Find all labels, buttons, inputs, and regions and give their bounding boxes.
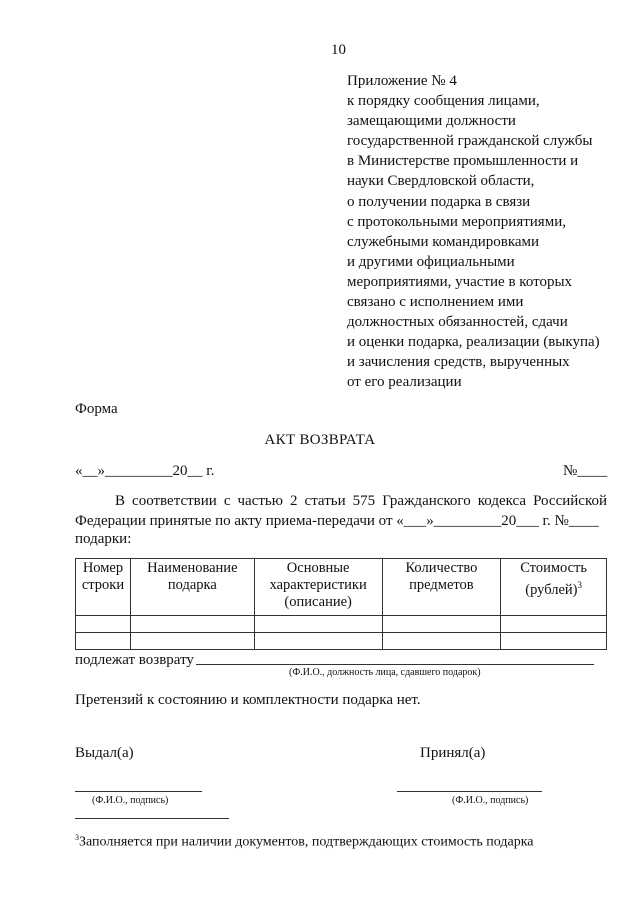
appendix-block xyxy=(347,71,617,393)
appendix-line: к порядку сообщения лицами, xyxy=(347,93,540,110)
appendix-line: замещающими должности xyxy=(347,113,516,130)
appendix-lines xyxy=(347,91,617,392)
table-row xyxy=(76,633,607,650)
appendix-line: и зачисления средств, вырученных xyxy=(347,354,570,371)
paragraph-line-3: подарки: xyxy=(75,531,132,547)
page-number: 10 xyxy=(331,42,346,58)
header-line: Основные xyxy=(286,560,350,576)
paragraph-line-1: В соответствии с частью 2 статьи 575 Гражданского кодекса Российской xyxy=(115,493,607,509)
return-label: подлежат возврату xyxy=(75,652,194,668)
header-line: (рублей) xyxy=(525,581,578,598)
header-line: подарка xyxy=(167,577,217,593)
appendix-line: науки Свердловской области, xyxy=(347,173,535,190)
gifts-table xyxy=(75,558,607,650)
header-line: Количество xyxy=(405,560,478,576)
header-gift-name xyxy=(130,559,254,616)
appendix-line: мероприятиями, участие в которых xyxy=(347,273,573,290)
issued-caption: (Ф.И.О., подпись) xyxy=(92,795,169,806)
paragraph-line-2: Федерации принятые по акту приема-передачи от «___»_________20___ г. №____ xyxy=(75,513,599,529)
return-signature-line[interactable] xyxy=(196,664,594,665)
date-line: «__»_________20__ г. xyxy=(75,463,215,479)
appendix-line: государственной гражданской службы xyxy=(347,133,593,150)
header-line: Наименование xyxy=(147,560,238,576)
header-line: характеристики xyxy=(269,577,367,593)
table-header-row xyxy=(76,559,607,616)
appendix-line: с протокольными мероприятиями, xyxy=(347,213,566,230)
header-line: (описание) xyxy=(284,594,352,610)
accepted-caption: (Ф.И.О., подпись) xyxy=(452,795,529,806)
issued-label: Выдал(а) xyxy=(75,745,134,761)
header-line: предметов xyxy=(409,577,474,593)
header-cost xyxy=(501,559,607,616)
header-line: Номер xyxy=(82,560,124,576)
form-label: Форма xyxy=(75,401,118,417)
accepted-label: Принял(а) xyxy=(420,745,486,761)
header-characteristics xyxy=(254,559,382,616)
return-caption: (Ф.И.О., должность лица, сдавшего подарок) xyxy=(289,667,481,678)
act-title: АКТ ВОЗВРАТА xyxy=(264,432,376,448)
header-line: Стоимость xyxy=(520,560,588,576)
header-quantity xyxy=(382,559,501,616)
header-line: строки xyxy=(81,577,125,593)
appendix-line: должностных обязанностей, сдачи xyxy=(347,314,568,331)
appendix-line: и другими официальными xyxy=(347,253,515,270)
appendix-line: служебными командировками xyxy=(347,233,540,250)
appendix-line: и оценки подарка, реализации (выкупа) xyxy=(347,334,600,351)
appendix-line: о получении подарка в связи xyxy=(347,193,531,210)
footnote-mark: 3 xyxy=(577,580,582,590)
footnote xyxy=(75,829,534,852)
footnote-number: 3 xyxy=(75,833,79,842)
footnote-text: Заполняется при наличии документов, подтверждающих стоимость подарка xyxy=(79,834,534,850)
header-row-number xyxy=(76,559,131,616)
footnote-separator xyxy=(75,818,229,819)
no-claims-text: Претензий к состоянию и комплектности подарка нет. xyxy=(75,692,421,708)
appendix-line: в Министерстве промышленности и xyxy=(347,153,579,170)
issued-signature-line[interactable] xyxy=(75,791,202,792)
number-line: №____ xyxy=(563,463,608,479)
accepted-signature-line[interactable] xyxy=(397,791,542,792)
table-row xyxy=(76,616,607,633)
appendix-line: от его реализации xyxy=(347,374,462,391)
appendix-title: Приложение № 4 xyxy=(347,73,457,89)
appendix-line: связано с исполнением ими xyxy=(347,294,524,311)
